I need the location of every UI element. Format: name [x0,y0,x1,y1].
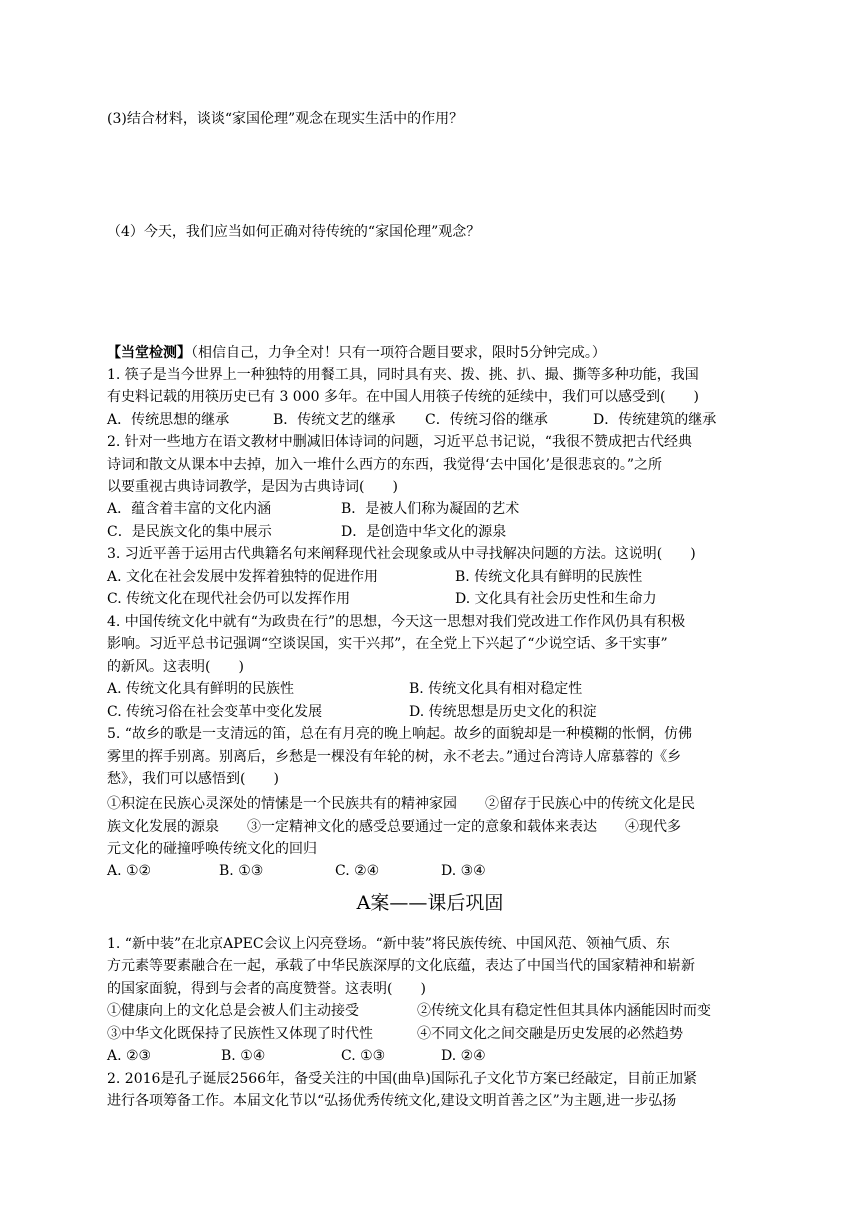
check-q4-line: 的新风。这表明( ) [107,659,244,675]
option-b[interactable]: B. ①③ [219,863,264,879]
check-q4-line: 4. 中国传统文化中就有“为政贵在行”的思想，今天这一思想对我们党改进工作作风仍具有积极 [107,614,686,630]
check-q1-line: 有史料记载的用筷历史已有 3 000 多年。在中国人用筷子传统的延续中，我们可以感受到( ) [107,389,699,405]
statement-4: ④不同文化之间交融是历史发展的必然趋势 [417,1026,683,1042]
section-a-q1-line: 1. “新中装”在北京APEC会议上闪亮登场。“新中装”将民族传统、中国风范、领袖气质、东 [107,936,670,952]
option-d[interactable]: D．传统建筑的继承 [593,412,717,428]
section-a-q2-line: 2. 2016是孔子诞辰2566年，备受关注的中国(曲阜)国际孔子文化节方案已经敲定，目前正加紧 [107,1071,697,1087]
option-a[interactable]: A．传统思想的继承 [107,412,230,428]
statement-3: ③中华文化既保持了民族性又体现了时代性 [107,1026,373,1042]
check-heading: 【当堂检测】 [107,345,191,361]
section-a-title: A案——课后巩固 [356,892,504,914]
option-b[interactable]: B．传统文艺的继承 [273,412,396,428]
section-a-q1-line: 的国家面貌，得到与会者的高度赞誉。这表明( ) [107,981,426,997]
check-q5-line: 愁》，我们可以感悟到( ) [107,771,279,787]
option-b[interactable]: B. 传统文化具有鲜明的民族性 [455,569,643,585]
option-d[interactable]: D. 传统思想是历史文化的积淀 [409,704,597,720]
option-c[interactable]: C．是民族文化的集中展示 [107,524,272,540]
check-q5-line: 5. “故乡的歌是一支清远的笛，总在有月亮的晚上响起。故乡的面貌却是一种模糊的怅惘，仿佛 [107,726,692,742]
check-q3-line: 3. 习近平善于运用古代典籍名句来阐释现代社会现象或从中寻找解决问题的方法。这说明( ) [107,546,696,562]
section-a-q2-line: 进行各项筹备工作。本届文化节以“弘扬优秀传统文化,建设文明首善之区”为主题,进一步弘扬 [107,1093,677,1109]
option-c[interactable]: C. ①③ [341,1048,386,1064]
statement-1: ①健康向上的文化总是会被人们主动接受 [107,1003,359,1019]
section-a-q1-line: 方元素等要素融合在一起，承载了中华民族深厚的文化底蕴，表达了中国当代的国家精神和崭新 [107,958,695,974]
check-q5-line: 雾里的挥手别离。别离后，乡愁是一棵没有年轮的树，永不老去。”通过台湾诗人席慕蓉的《乡 [107,749,682,765]
option-c[interactable]: C．传统习俗的继承 [425,412,548,428]
check-q2-line: 诗词和散文从课本中去掉，加入一堆什么西方的东西，我觉得‘去中国化’是很悲哀的。”之所 [107,457,663,473]
question-4-text: （4）今天，我们应当如何正确对待传统的“家国伦理”观念？ [107,224,481,240]
option-b[interactable]: B. ①④ [221,1048,266,1064]
check-heading-note: （相信自己，力争全对！只有一项符合题目要求，限时5分钟完成。） [191,345,606,361]
option-b[interactable]: B. 传统文化具有相对稳定性 [409,681,583,697]
check-q5-line: 族文化发展的源泉 ③一定精神文化的感受总要通过一定的意象和载体来表达 ④现代多 [107,819,681,835]
option-b[interactable]: B．是被人们称为凝固的艺术 [341,501,520,517]
option-d[interactable]: D. 文化具有社会历史性和生命力 [455,591,657,607]
check-q2-line: 2. 针对一些地方在语文教材中删减旧体诗词的问题，习近平总书记说，“我很不赞成把古代经典 [107,434,692,450]
option-c[interactable]: C. ②④ [335,863,380,879]
check-q4-line: 影响。习近平总书记强调“空谈误国，实干兴邦”，在全党上下兴起了“少说空话、多干实事” [107,636,668,652]
check-q5-line: ①积淀在民族心灵深处的情愫是一个民族共有的精神家园 ②留存于民族心中的传统文化是民 [107,796,695,812]
question-3-text: (3)结合材料，谈谈“家国伦理”观念在现实生活中的作用？ [107,111,464,127]
option-d[interactable]: D．是创造中华文化的源泉 [341,524,507,540]
statement-2: ②传统文化具有稳定性但其具体内涵能因时而变 [417,1003,711,1019]
option-d[interactable]: D. ②④ [441,1048,486,1064]
option-a[interactable]: A．蕴含着丰富的文化内涵 [107,501,272,517]
option-c[interactable]: C. 传统文化在现代社会仍可以发挥作用 [107,591,351,607]
option-a[interactable]: A. 文化在社会发展中发挥着独特的促进作用 [107,569,379,585]
option-c[interactable]: C. 传统习俗在社会变革中变化发展 [107,704,323,720]
option-a[interactable]: A. 传统文化具有鲜明的民族性 [107,681,295,697]
check-q5-line: 元文化的碰撞呼唤传统文化的回归 [107,841,317,857]
check-q2-line: 以要重视古典诗词教学，是因为古典诗词( ) [107,479,398,495]
option-a[interactable]: A. ②③ [107,1048,152,1064]
check-q1-line: 1. 筷子是当今世界上一种独特的用餐工具，同时具有夹、拨、挑、扒、撮、撕等多种功能，我国 [107,367,699,383]
option-a[interactable]: A. ①② [107,863,152,879]
check-heading-line [107,342,755,364]
option-d[interactable]: D. ③④ [441,863,486,879]
